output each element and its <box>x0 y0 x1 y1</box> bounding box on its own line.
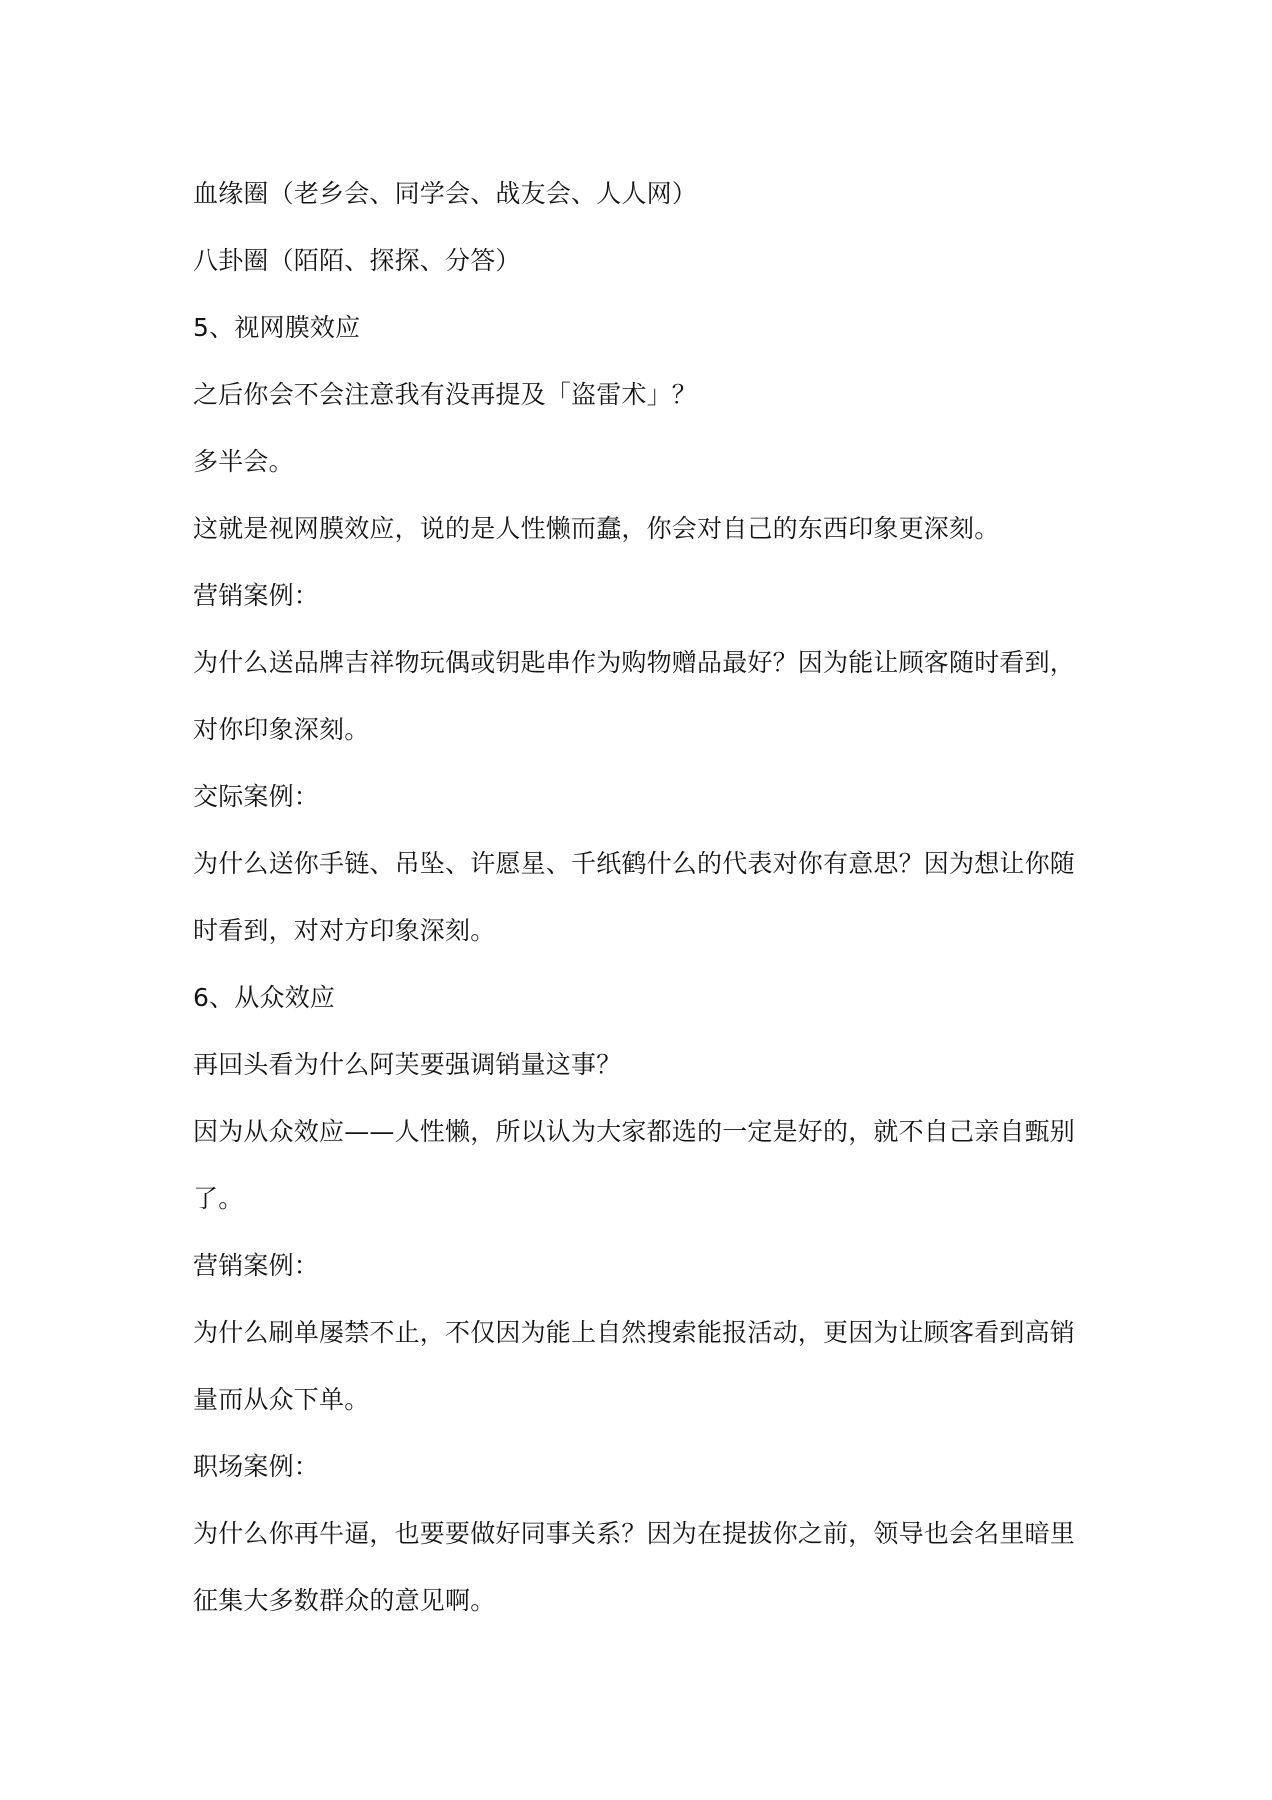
paragraph-social-case-cont: 时看到，对对方印象深刻。 <box>193 916 496 945</box>
paragraph-workplace-case: 为什么你再牛逼，也要要做好同事关系？因为在提拔你之前，领导也会名里暗里 <box>193 1519 1076 1548</box>
paragraph-marketing-case-2-cont: 量而从众下单。 <box>193 1385 370 1414</box>
paragraph-herd-question: 再回头看为什么阿芙要强调销量这事？ <box>193 1050 622 1079</box>
document-body <box>193 160 1093 1634</box>
label-marketing-case-2: 营销案例： <box>193 1251 320 1280</box>
paragraph-herd-explanation-cont: 了。 <box>193 1184 244 1213</box>
paragraph-answer: 多半会。 <box>193 447 294 476</box>
paragraph-blood-circle: 血缘圈（老乡会、同学会、战友会、人人网） <box>193 179 698 208</box>
paragraph-workplace-case-cont: 征集大多数群众的意见啊。 <box>193 1586 496 1615</box>
section-heading-herd-effect: 6、从众效应 <box>193 983 336 1012</box>
paragraph-gossip-circle: 八卦圈（陌陌、探探、分答） <box>193 246 521 275</box>
paragraph-retina-explanation: 这就是视网膜效应，说的是人性懒而蠢，你会对自己的东西印象更深刻。 <box>193 514 1000 543</box>
paragraph-marketing-case-1: 为什么送品牌吉祥物玩偶或钥匙串作为购物赠品最好？因为能让顾客随时看到， <box>193 648 1076 677</box>
paragraph-marketing-case-2: 为什么刷单屡禁不止，不仅因为能上自然搜索能报活动，更因为让顾客看到高销 <box>193 1318 1076 1347</box>
paragraph-marketing-case-1-cont: 对你印象深刻。 <box>193 715 370 744</box>
label-marketing-case: 营销案例： <box>193 581 320 610</box>
label-social-case: 交际案例： <box>193 782 320 811</box>
paragraph-question: 之后你会不会注意我有没再提及「盗雷术」？ <box>193 380 698 409</box>
section-heading-retina-effect: 5、视网膜效应 <box>193 313 361 342</box>
paragraph-herd-explanation: 因为从众效应——人性懒，所以认为大家都选的一定是好的，就不自己亲自甄别 <box>193 1117 1076 1146</box>
paragraph-social-case: 为什么送你手链、吊坠、许愿星、千纸鹤什么的代表对你有意思？因为想让你随 <box>193 849 1076 878</box>
label-workplace-case: 职场案例： <box>193 1452 320 1481</box>
